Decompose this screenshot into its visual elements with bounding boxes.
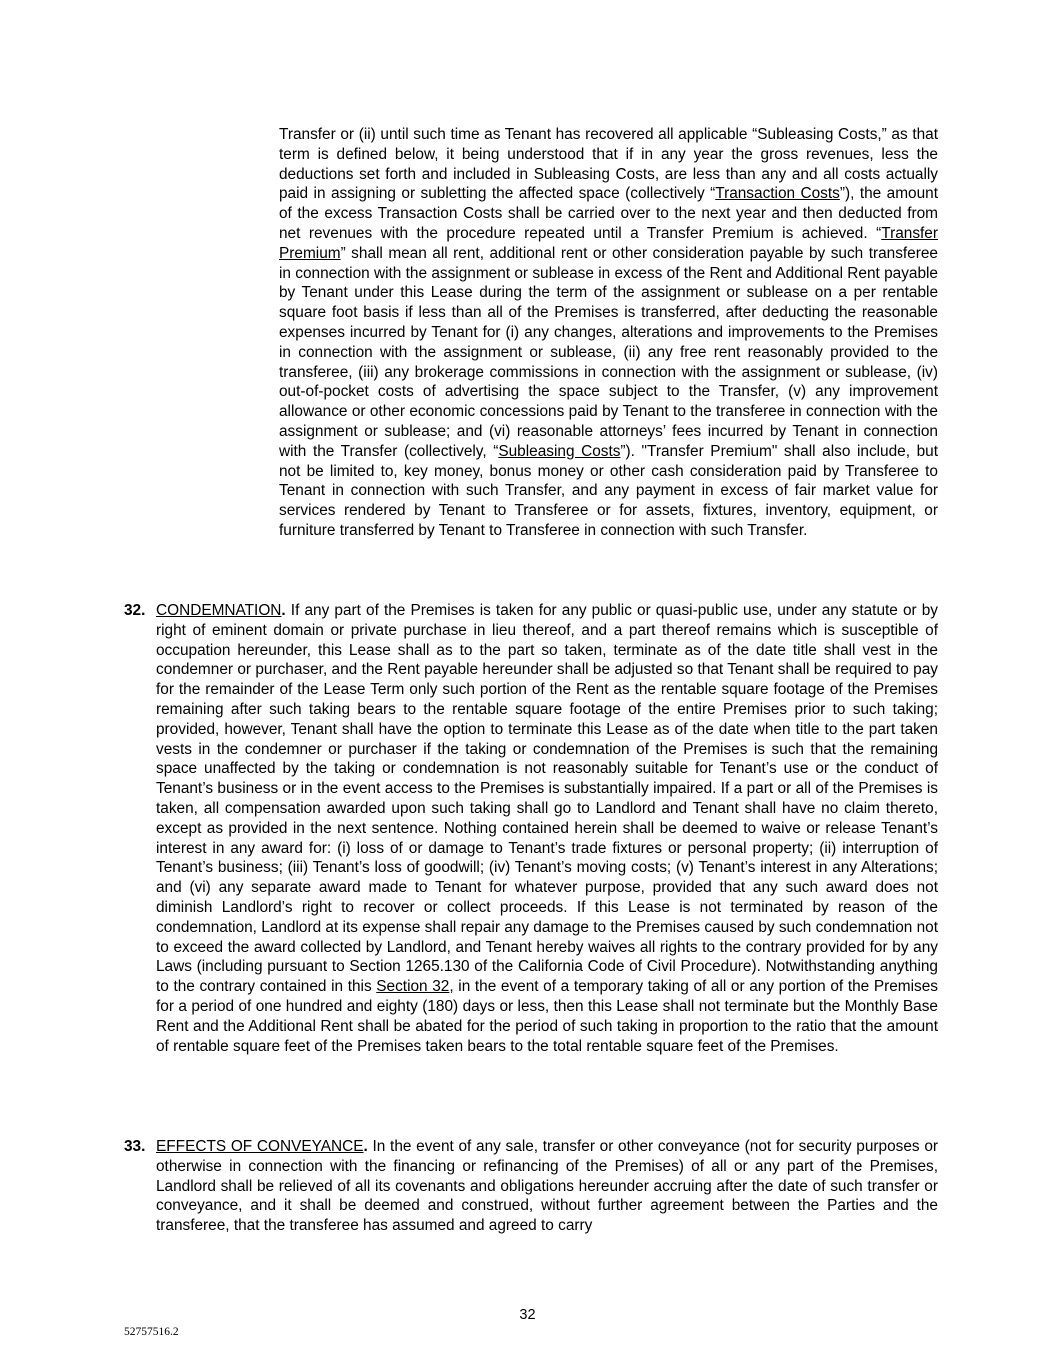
section-cross-reference: Section 32: [376, 978, 450, 996]
continuation-text: ”). "Transfer Premium" shall also include, but not be limited to, key money, bonus money or other cash consideration paid by Transferee to Tenant in connection with such Transfer, and any payment in excess of fair market value for services rendered by Tenant to Transferee or for assets, fixtures, inventory, equipment, or furniture transferred by Tenant to Transferee in connection with such Transfer.: [279, 442, 938, 539]
section-text: In the event of any sale, transfer or other conveyance (not for security purposes or otherwise in connection with the financing or refinancing of the Premises) of all or any part of the Premises, Landlord shall be relieved of all its covenants and obligations hereunder accruing after the date of such transfer or conveyance, and it shall be deemed and construed, without further agreement between the Parties and the transferee, that the transferee has assumed and agreed to carry: [156, 1138, 939, 1235]
document-id: 52757516.2: [124, 1326, 179, 1338]
section-number: 33.: [124, 1138, 146, 1155]
section-body: [156, 1137, 938, 1236]
defined-term-transfer-premium: Transfer Premium: [279, 224, 938, 262]
section-title-punct: .: [281, 602, 286, 619]
continuation-text: Transfer or (ii) until such time as Tenant has recovered all applicable “Subleasing Costs,” as that term is defined below, it being understood that if in any year the gross revenues, less the deductions set forth and included in Subleasing Costs, are less than any and all costs actually paid in assigning or subletting the affected space (collectively “: [279, 126, 938, 203]
defined-term-transaction-costs: Transaction Costs: [715, 185, 840, 203]
section-title-punct: .: [363, 1138, 368, 1155]
continuation-text: ”), the amount of the excess Transaction Costs shall be carried over to the next year and then deducted from net revenues with the procedure repeated until a Transfer Premium is achieved. “: [279, 185, 938, 242]
section-body: [156, 601, 938, 1056]
page-number: 32: [519, 1307, 536, 1323]
section-32: [124, 601, 938, 1056]
section-title: EFFECTS OF CONVEYANCE: [156, 1138, 364, 1155]
section-title: CONDEMNATION: [156, 602, 282, 619]
section-33: [124, 1137, 938, 1236]
continuation-paragraph: [279, 125, 938, 541]
defined-term-subleasing-costs: Subleasing Costs: [498, 442, 621, 460]
section-number: 32.: [124, 602, 146, 619]
continuation-text: ” shall mean all rent, additional rent or other consideration payable by such transferee in connection with the assignment or sublease in excess of the Rent and Additional Rent payable by Tenant under this Lease during the term of the assignment or sublease on a per rentable square foot basis if less than all of the Premises is transferred, after deducting the reasonable expenses incurred by Tenant for (i) any changes, alterations and improvements to the Premises in connection with the assignment or sublease, (ii) any free rent reasonably provided to the transferee, (iii) any brokerage commissions in connection with the assignment or sublease, (iv) out-of-pocket costs of advertising the space subject to the Transfer, (v) any improvement allowance or other economic concessions paid by Tenant to the transferee in connection with the assignment or sublease; and (vi) reasonable attorneys’ fees incurred by Tenant in connection with the Transfer (collectively, “: [279, 244, 938, 460]
section-text: If any part of the Premises is taken for any public or quasi-public use, under any statute or by right of eminent domain or private purchase in lieu thereof, and a part thereof remains which is susceptible of occupation hereunder, this Lease shall as to the part so taken, terminate as of the date title shall vest in the condemner or purchaser, and the Rent payable hereunder shall be adjusted so that Tenant shall be required to pay for the remainder of the Lease Term only such portion of the Rent as the rentable square footage of the Premises remaining after such taking bears to the rentable square footage of the entire Premises prior to such taking; provided, however, Tenant shall have the option to terminate this Lease as of the date when title to the part taken vests in the condemner or purchaser if the taking or condemnation of the Premises is such that the remaining space unaffected by the taking or condemnation is not reasonably suitable for Tenant’s use or the conduct of Tenant’s business or in the event access to the Premises is substantially impaired. If a part or all of the Premises is taken, all compensation awarded upon such taking shall go to Landlord and Tenant shall have no claim thereto, except as provided in the next sentence. Nothing contained herein shall be deemed to waive or release Tenant’s interest in any award for: (i) loss of or damage to Tenant’s trade fixtures or personal property; (ii) interruption of Tenant’s business; (iii) Tenant’s loss of goodwill; (iv) Tenant’s moving costs; (v) Tenant’s interest in any Alterations; and (vi) any separate award made to Tenant for whatever purpose, provided that any such award does not diminish Landlord’s right to recover or collect proceeds. If this Lease is not terminated by reason of the condemnation, Landlord at its expense shall repair any damage to the Premises caused by such condemnation not to exceed the award collected by Landlord, and Tenant hereby waives all rights to the contrary provided for by any Laws (including pursuant to Section 1265.130 of the California Code of Civil Procedure). Notwithstanding anything to the contrary contained in this: [156, 602, 938, 996]
section-text: , in the event of a temporary taking of all or any portion of the Premises for a period of one hundred and eighty (180) days or less, then this Lease shall not terminate but the Monthly Base Rent and the Additional Rent shall be abated for the period of such taking in proportion to the ratio that the amount of rentable square feet of the Premises taken bears to the total rentable square feet of the Premises.: [156, 978, 938, 1055]
